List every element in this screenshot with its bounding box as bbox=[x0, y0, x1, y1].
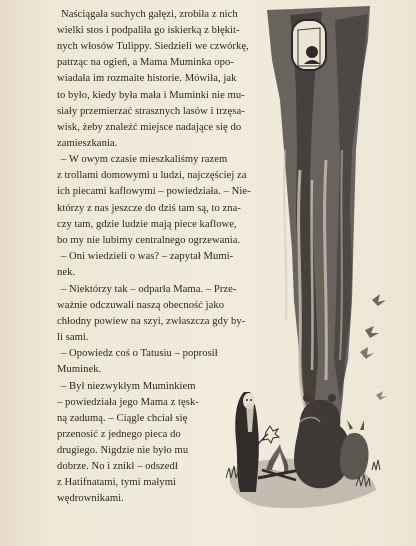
text-line: ważnie odczuwali naszą obecność jako bbox=[57, 300, 225, 311]
text-line: z Hatifnatami, tymi małymi bbox=[57, 477, 176, 488]
text-line: patrząc na ogień, a Mama Muminka opo- bbox=[57, 57, 234, 68]
text-line: – Oni wiedzieli o was? – zapytał Mumi- bbox=[61, 251, 234, 262]
text-line: – Opowiedz coś o Tatusiu – poprosił bbox=[61, 348, 218, 359]
text-line: bo my nie lubimy centralnego ogrzewania. bbox=[57, 235, 241, 246]
text-line: wiadała im rozmaite historie. Mówiła, jak bbox=[57, 73, 237, 84]
text-line: z trollami domowymi u ludzi, najczęściej za bbox=[57, 170, 247, 181]
text-line: nych włosów Tulippy. Siedzieli we czwórkę, bbox=[57, 41, 249, 52]
text-line: – Niektórzy tak – odparła Mama. – Prze- bbox=[61, 284, 237, 295]
text-line: nek. bbox=[57, 267, 76, 278]
text-line: Muminek. bbox=[57, 364, 102, 375]
text-line: wisk, żeby znaleźć miejsce nadające się do bbox=[57, 122, 242, 133]
text-line: ich piecami kaflowymi – powiedziała. – Nie- bbox=[57, 186, 251, 197]
text-line: chłodny powiew na szyi, zwłaszcza gdy by- bbox=[57, 316, 246, 327]
text-line: – Był niezwykłym Muminkiem bbox=[61, 381, 196, 392]
text-line: dobrze. No i znikł – odszedł bbox=[57, 461, 178, 472]
text-line: Naściągała suchych gałęzi, zrobiła z nich bbox=[61, 9, 238, 20]
text-line: siały przemierzać strasznych lasów i trzęsa- bbox=[57, 106, 245, 117]
text-line: którzy z nas jeszcze do dziś tam są, to zna- bbox=[57, 203, 241, 214]
text-line: – powiedziała jego Mama z tęsk- bbox=[57, 397, 199, 408]
text-line: przenosić z jednego pieca do bbox=[57, 429, 181, 440]
text-line: drugiego. Nigdzie nie było mu bbox=[57, 445, 189, 456]
text-line: czy tam, gdzie ludzie mają piece kaflowe, bbox=[57, 219, 237, 230]
text-line: li sami. bbox=[57, 332, 89, 343]
text-line: to było, kiedy była mała i Muminki nie mu- bbox=[57, 90, 245, 101]
text-line: zamieszkania. bbox=[57, 138, 118, 149]
text-line: wędrownikami. bbox=[57, 493, 124, 504]
text-line: – W owym czasie mieszkaliśmy razem bbox=[61, 154, 228, 165]
text-line: wielki stos i podpaliła go iskierką z błękit- bbox=[57, 25, 240, 36]
text-line: ną zadumą. – Ciągle chciał się bbox=[57, 413, 188, 424]
